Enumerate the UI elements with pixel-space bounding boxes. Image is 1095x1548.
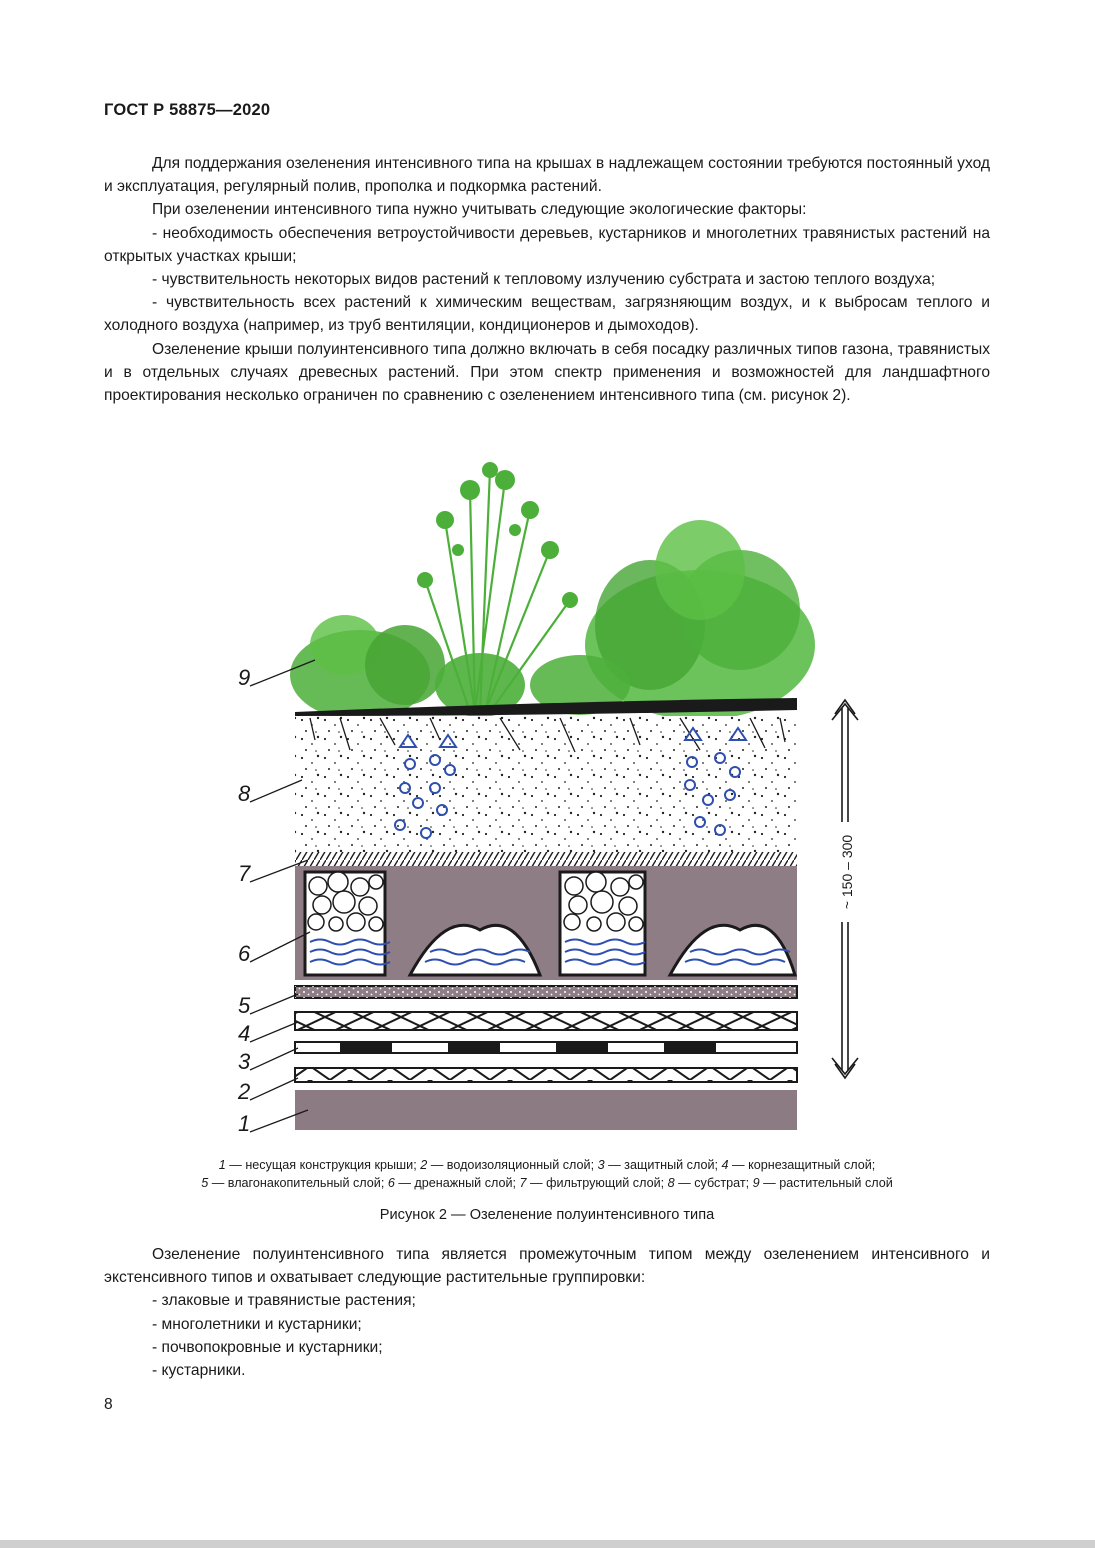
layer-label-9: 9: [238, 665, 251, 690]
legend-text: — фильтрующий слой;: [526, 1176, 668, 1190]
legend-text: — корнезащитный слой;: [728, 1158, 876, 1172]
paragraph: При озеленении интенсивного типа нужно учитывать следующие экологические факторы:: [152, 201, 807, 219]
paragraph: Для поддержания озеленения интенсивного типа на крышах в надлежащем состоянии требуются постоянный уход и эксплуатация, регулярный полив, прополка и подкормка растений.: [104, 155, 990, 196]
layer-label-5: 5: [238, 993, 251, 1018]
legend-text: — несущая конструкция крыши;: [225, 1158, 421, 1172]
figure-title: Рисунок 2 — Озеленение полуинтенсивного типа: [379, 1207, 715, 1223]
list-item: - необходимость обеспечения ветроустойчивости деревьев, кустарников и многолетних травянистых растений на открытых участках крыши;: [104, 224, 990, 265]
layer-label-4: 4: [238, 1021, 251, 1046]
list-item: - почвопокровные и кустарники;: [152, 1338, 383, 1356]
legend-num: 6: [387, 1176, 395, 1190]
list-item: - злаковые и травянистые растения;: [152, 1292, 416, 1310]
layer-label-8: 8: [238, 781, 251, 806]
top-text-block: [104, 152, 990, 407]
dimension-label: ~ 150 – 300: [839, 834, 855, 910]
figure-legend: [104, 1156, 990, 1192]
legend-num: 8: [667, 1176, 675, 1190]
list-item: - многолетники и кустарники;: [152, 1315, 362, 1333]
legend-text: — субстрат;: [674, 1176, 753, 1190]
list-item: - чувствительность некоторых видов растений к тепловому излучению субстрата и застою теплого воздуха;: [152, 271, 936, 289]
legend-num: 2: [420, 1158, 428, 1172]
legend-text: — водоизоляционный слой;: [427, 1158, 598, 1172]
legend-num: 7: [519, 1176, 527, 1190]
legend-text: — защитный слой;: [604, 1158, 722, 1172]
page-number: 8: [104, 1396, 113, 1413]
layer-label-2: 2: [238, 1079, 251, 1104]
list-item: - кустарники.: [152, 1362, 246, 1380]
list-item: - чувствительность всех растений к химическим веществам, загрязняющим воздух, и к выбросам теплого и холодного воздуха (например, из труб вентиляции, кондиционеров и дымоходов).: [104, 294, 990, 335]
legend-num: 4: [721, 1158, 729, 1172]
page-edge: [0, 1540, 1095, 1548]
legend-num: 5: [201, 1176, 209, 1190]
layer-label-1: 1: [238, 1111, 251, 1136]
layer-label-3: 3: [238, 1049, 251, 1074]
paragraph: Озеленение крыши полуинтенсивного типа должно включать в себя посадку различных типов газона, травянистых и в отдельных случаях древесных растений. При этом спектр применения и возможностей для ландшафтного проектирования несколько ограничен по сравнению с озеленением интенсивного типа (см. рисунок 2).: [104, 340, 990, 405]
bottom-text-block: [104, 1243, 990, 1382]
green-roof-diagram: [230, 450, 870, 1150]
legend-text: — растительный слой: [759, 1176, 893, 1190]
legend-text: — дренажный слой;: [394, 1176, 520, 1190]
legend-line: [104, 1174, 990, 1192]
layer-label-6: 6: [238, 941, 251, 966]
paragraph: Озеленение полуинтенсивного типа является промежуточным типом между озеленением интенсивного и экстенсивного типов и охватывает следующие растительные группировки:: [104, 1246, 990, 1287]
legend-num: 1: [218, 1158, 226, 1172]
legend-line: [104, 1156, 990, 1174]
plant-layer-9: [290, 462, 815, 720]
legend-num: 9: [752, 1176, 760, 1190]
legend-num: 3: [597, 1158, 605, 1172]
document-header: ГОСТ Р 58875—2020: [104, 101, 271, 119]
legend-text: — влагонакопительный слой;: [208, 1176, 388, 1190]
layer-label-7: 7: [238, 861, 251, 886]
